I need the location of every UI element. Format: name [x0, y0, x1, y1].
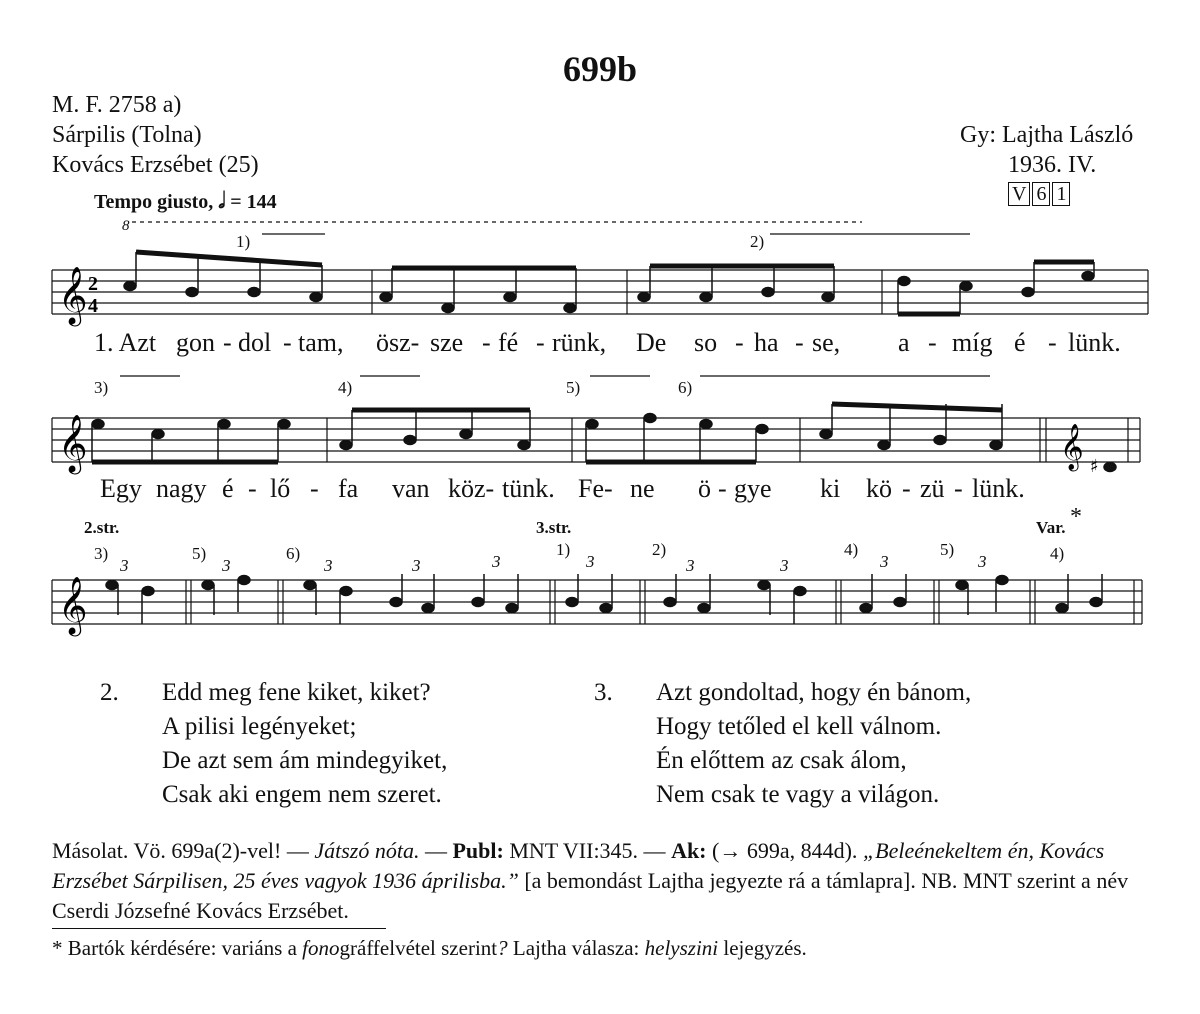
footnote-text: gráffelvétel szerint: [339, 936, 498, 960]
note-quote: „Beleénekeltem én, Kovács Erzsébet Sárpilisen, 25 éves vagyok 1936 áprilisba.”: [52, 838, 1105, 893]
editorial-notes: [52, 836, 1152, 926]
strophe-line: Edd meg fene kiket, kiket?: [162, 679, 431, 706]
strophe-line: Csak aki engem nem szeret.: [162, 781, 442, 808]
variant-marker: 5): [192, 544, 207, 563]
lyric-syllable: -: [795, 328, 804, 357]
lyric-syllable: -: [1048, 328, 1057, 357]
tempo-text: Tempo giusto,: [94, 191, 214, 213]
lyric-syllable: é: [1014, 328, 1026, 357]
tempo-value: = 144: [230, 191, 277, 213]
note-text: [a bemondást Lajtha jegyezte rá a támlapra]. NB. MNT szerint a név Cserdi Józsefné Kovács Erzsébet.: [52, 868, 1129, 923]
lyric-syllable: zü: [920, 474, 945, 503]
staff-3: [52, 580, 1142, 624]
lyric-syllable: nagy: [156, 474, 207, 503]
treble-clef-icon: 𝄞: [58, 266, 88, 324]
source-singer: Kovács Erzsébet (25): [52, 152, 259, 178]
note-text: Publ:: [452, 838, 504, 863]
lyric-syllable: tam,: [298, 328, 344, 357]
footnote-text: lejegyzés.: [718, 936, 807, 960]
variant-marker: 4): [338, 378, 353, 397]
footnote-text: ?: [497, 936, 508, 960]
lyric-syllable: -: [735, 328, 744, 357]
sharp-icon: ♯: [1090, 456, 1099, 477]
strophe-line: Azt gondoltad, hogy én bánom,: [656, 679, 972, 706]
time-sig-top: 2: [88, 273, 98, 295]
variant-marker: 6): [678, 378, 693, 397]
staff-1: [52, 270, 1148, 314]
note-text: Másolat. Vö. 699a(2)-vel! —: [52, 838, 315, 863]
note-text: (→ 699a, 844d).: [706, 838, 863, 863]
strophe-line: Nem csak te vagy a világon.: [656, 781, 940, 808]
footnote-text: * Bartók kérdésére: variáns a: [52, 936, 303, 960]
lyric-syllable: Egy: [100, 474, 142, 503]
strophe-2: [100, 676, 520, 816]
lyric-syllable: so: [694, 328, 718, 357]
variant-marker: 5): [940, 540, 955, 559]
variant-marker: 6): [286, 544, 301, 563]
triplet-mark: 3: [412, 556, 421, 575]
lyric-syllable: kö: [866, 474, 892, 503]
lyric-syllable: tünk.: [502, 474, 555, 503]
page-title: 699b: [562, 49, 638, 89]
lyric-syllable: é: [222, 474, 234, 503]
variant-marker: 3): [94, 544, 109, 563]
triplet-mark: 3: [780, 556, 789, 575]
triplet-mark: 3: [978, 552, 987, 571]
note-text: Játszó nóta.: [314, 838, 420, 863]
time-sig-bottom: 4: [88, 295, 98, 317]
lyric-syllable: rünk,: [552, 328, 607, 357]
variant-marker: 4): [844, 540, 859, 559]
treble-clef-icon: 𝄞: [58, 414, 88, 472]
strophe-line: De azt sem ám mindegyiket,: [162, 747, 448, 774]
triplet-mark: 3: [686, 556, 695, 575]
collection-date: 1936. IV.: [1008, 152, 1097, 178]
lyric-syllable: -: [482, 328, 491, 357]
triplet-mark: 3: [492, 552, 501, 571]
strophe-number: 2.: [100, 679, 119, 706]
strophe-label: 3.str.: [536, 518, 572, 537]
lyric-syllable: ha: [754, 328, 779, 357]
lyric-syllable: De: [636, 328, 667, 357]
strophe-number: 3.: [594, 679, 613, 706]
variant-marker: 1): [236, 232, 251, 251]
note-text: —: [419, 838, 453, 863]
footnote-text: fono: [302, 936, 340, 960]
staff-3-notes: [106, 574, 1102, 624]
lyric-syllable: -: [902, 474, 911, 503]
lyric-syllable: -: [536, 328, 545, 357]
lyric-syllable: se,: [812, 328, 841, 357]
note-text: MNT VII:345. —: [503, 838, 672, 863]
lyric-syllable: köz-: [448, 474, 495, 503]
source-id: M. F. 2758 a): [52, 92, 182, 118]
collector: Gy: Lajtha László: [960, 122, 1134, 148]
strophe-line: Én előttem az csak álom,: [656, 747, 907, 774]
half-note-icon: 𝅗𝅥: [218, 188, 226, 213]
source-location: Sárpilis (Tolna): [52, 122, 202, 148]
lyric-syllable: lünk.: [972, 474, 1025, 503]
triplet-mark: 3: [880, 552, 889, 571]
variant-marker: 5): [566, 378, 581, 397]
class-box-3: 1: [1052, 182, 1070, 206]
triplet-mark: 3: [324, 556, 333, 575]
lyric-syllable: ö: [698, 474, 711, 503]
triplet-mark: 3: [222, 556, 231, 575]
lyric-syllable: dol: [238, 328, 272, 357]
variant-marker: 2): [750, 232, 765, 251]
lyric-syllable: a: [898, 328, 910, 357]
lyric-syllable: lünk.: [1068, 328, 1121, 357]
lyric-syllable: -: [954, 474, 963, 503]
lyric-syllable: 1. Azt: [94, 328, 157, 357]
lyric-syllable: fé: [498, 328, 519, 357]
footnote-divider: [52, 928, 386, 929]
lyric-syllable: -: [248, 474, 257, 503]
variant-marker: 2): [652, 540, 667, 559]
triplet-mark: 3: [586, 552, 595, 571]
lyric-syllable: van: [392, 474, 430, 503]
lyric-syllable: -: [310, 474, 319, 503]
lyric-syllable: fa: [338, 474, 359, 503]
class-box-1: V: [1008, 182, 1030, 206]
strophe-3: [594, 676, 1054, 816]
staff-2-notes: [92, 404, 1116, 472]
strophe-label: 2.str.: [84, 518, 120, 537]
triplet-mark: 3: [120, 556, 129, 575]
staff-1-notes: [124, 252, 1094, 314]
variant-marker: 3): [94, 378, 109, 397]
lyric-syllable: -: [718, 474, 727, 503]
variant-label: Var.: [1036, 518, 1066, 537]
lyric-syllable: ne: [630, 474, 655, 503]
variant-marker: 4): [1050, 544, 1065, 563]
lyric-syllable: gon: [176, 328, 215, 357]
lyric-syllable: -: [223, 328, 232, 357]
lyric-syllable: ki: [820, 474, 841, 503]
lyric-syllable: -: [928, 328, 937, 357]
asterisk-mark: *: [1070, 504, 1082, 530]
note-text: Ak:: [671, 838, 707, 863]
class-box-2: 6: [1032, 182, 1050, 206]
footnote-text: Lajtha válasza:: [507, 936, 645, 960]
strophe-line: A pilisi legényeket;: [162, 713, 357, 740]
lyric-syllable: -: [283, 328, 292, 357]
variant-marker: 1): [556, 540, 571, 559]
footnote: [52, 936, 807, 961]
lyric-syllable: míg: [952, 328, 993, 357]
treble-clef-icon: 𝄞: [58, 576, 88, 634]
lyric-syllable: gye: [734, 474, 772, 503]
lyric-syllable: ösz-: [376, 328, 420, 357]
lyric-syllable: Fe-: [578, 474, 613, 503]
ottava-mark: 8: [122, 218, 130, 234]
strophe-line: Hogy tetőled el kell válnom.: [656, 713, 942, 740]
lyric-syllable: sze: [430, 328, 464, 357]
treble-clef-icon: 𝄞: [1060, 424, 1084, 470]
lyric-syllable: lő: [270, 474, 291, 503]
footnote-text: helyszini: [644, 936, 719, 960]
